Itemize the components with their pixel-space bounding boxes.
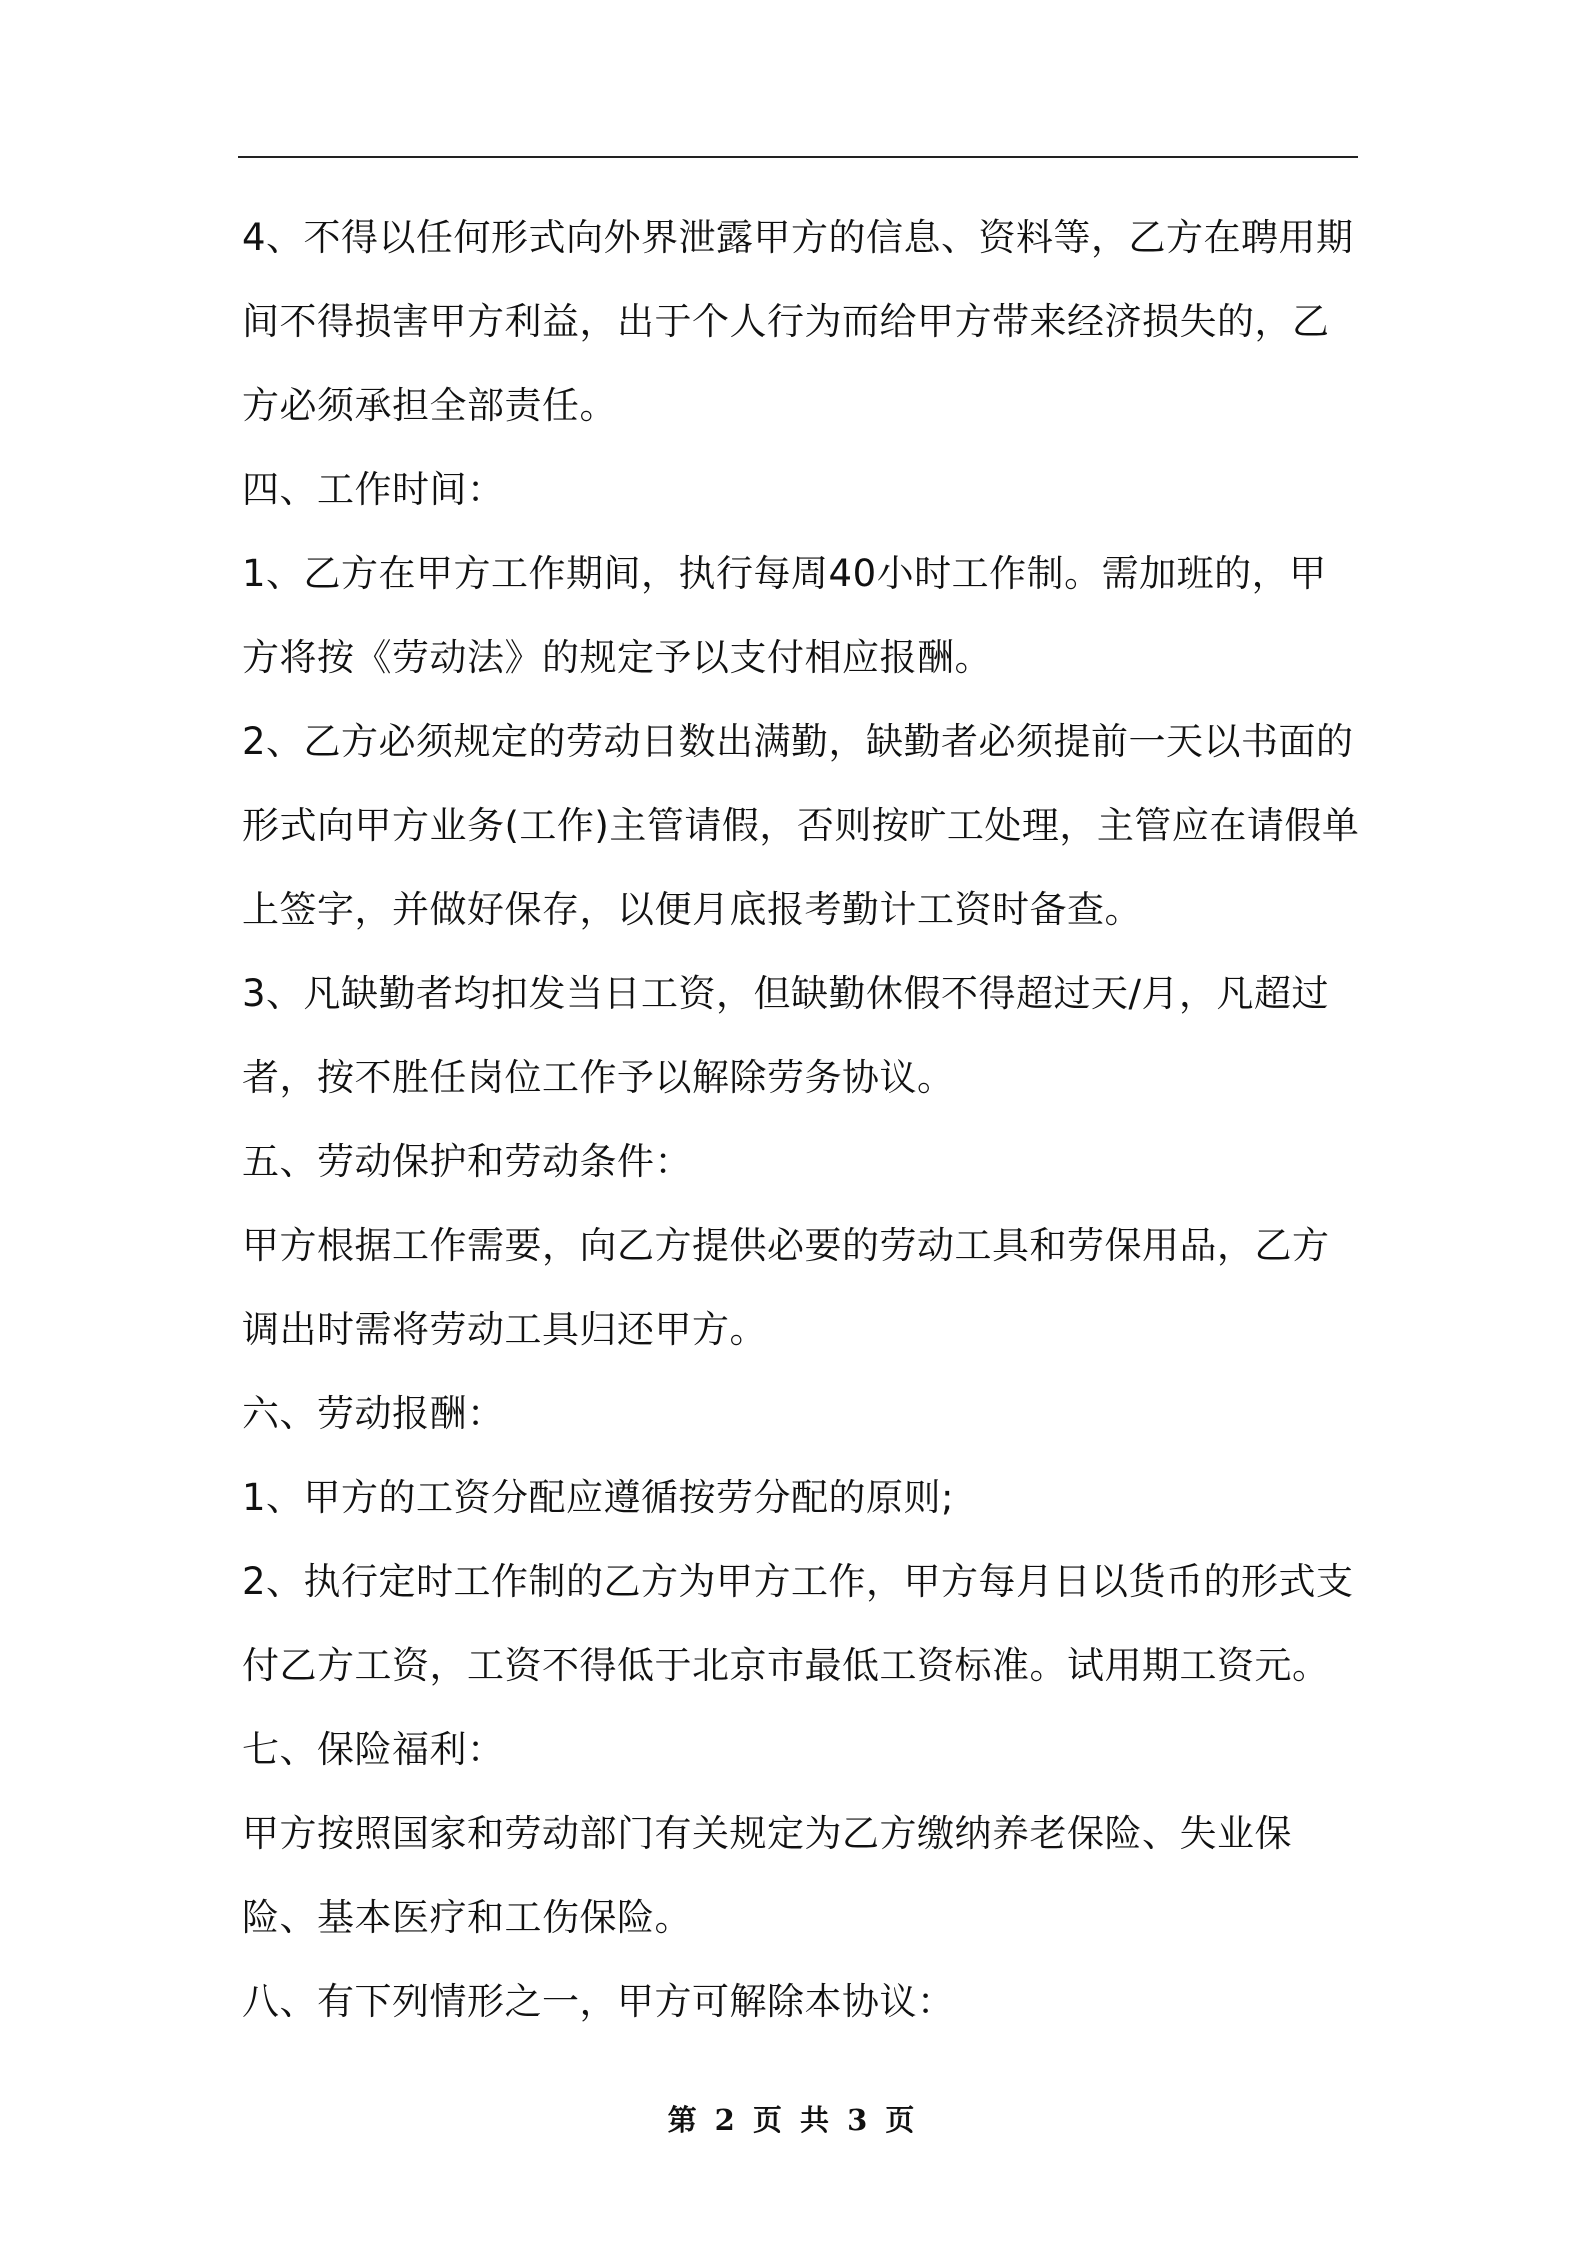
clause-working-hours-3: 3、凡缺勤者均扣发当日工资，但缺勤休假不得超过天/月，凡超过者，按不胜任岗位工作予以解除劳务协议。	[242, 972, 1330, 1099]
section-heading-working-hours: 四、工作时间：	[242, 468, 505, 511]
document-body	[242, 196, 1362, 2044]
clause-labor-protection: 甲方根据工作需要，向乙方提供必要的劳动工具和劳保用品，乙方调出时需将劳动工具归还甲方。	[242, 1224, 1330, 1351]
page-number-footer: 第 2 页 共 3 页	[667, 2103, 919, 2137]
clause-4-confidentiality: 4、不得以任何形式向外界泄露甲方的信息、资料等，乙方在聘用期间不得损害甲方利益，出于个人行为而给甲方带来经济损失的，乙方必须承担全部责任。	[242, 216, 1354, 427]
section-heading-termination: 八、有下列情形之一，甲方可解除本协议：	[242, 1980, 955, 2023]
header-rule	[238, 156, 1358, 158]
section-heading-insurance: 七、保险福利：	[242, 1728, 505, 1771]
clause-remuneration-2: 2、执行定时工作制的乙方为甲方工作，甲方每月日以货币的形式支付乙方工资，工资不得低于北京市最低工资标准。试用期工资元。	[242, 1560, 1354, 1687]
clause-insurance: 甲方按照国家和劳动部门有关规定为乙方缴纳养老保险、失业保险、基本医疗和工伤保险。	[242, 1812, 1292, 1939]
clause-working-hours-2: 2、乙方必须规定的劳动日数出满勤，缺勤者必须提前一天以书面的形式向甲方业务(工作)主管请假，否则按旷工处理，主管应在请假单上签字，并做好保存，以便月底报考勤计工资时备查。	[242, 720, 1360, 931]
clause-remuneration-1: 1、甲方的工资分配应遵循按劳分配的原则;	[242, 1476, 955, 1519]
clause-working-hours-1: 1、乙方在甲方工作期间，执行每周40小时工作制。需加班的，甲方将按《劳动法》的规定予以支付相应报酬。	[242, 552, 1327, 679]
section-heading-labor-protection: 五、劳动保护和劳动条件：	[242, 1140, 692, 1183]
section-heading-remuneration: 六、劳动报酬：	[242, 1392, 505, 1435]
